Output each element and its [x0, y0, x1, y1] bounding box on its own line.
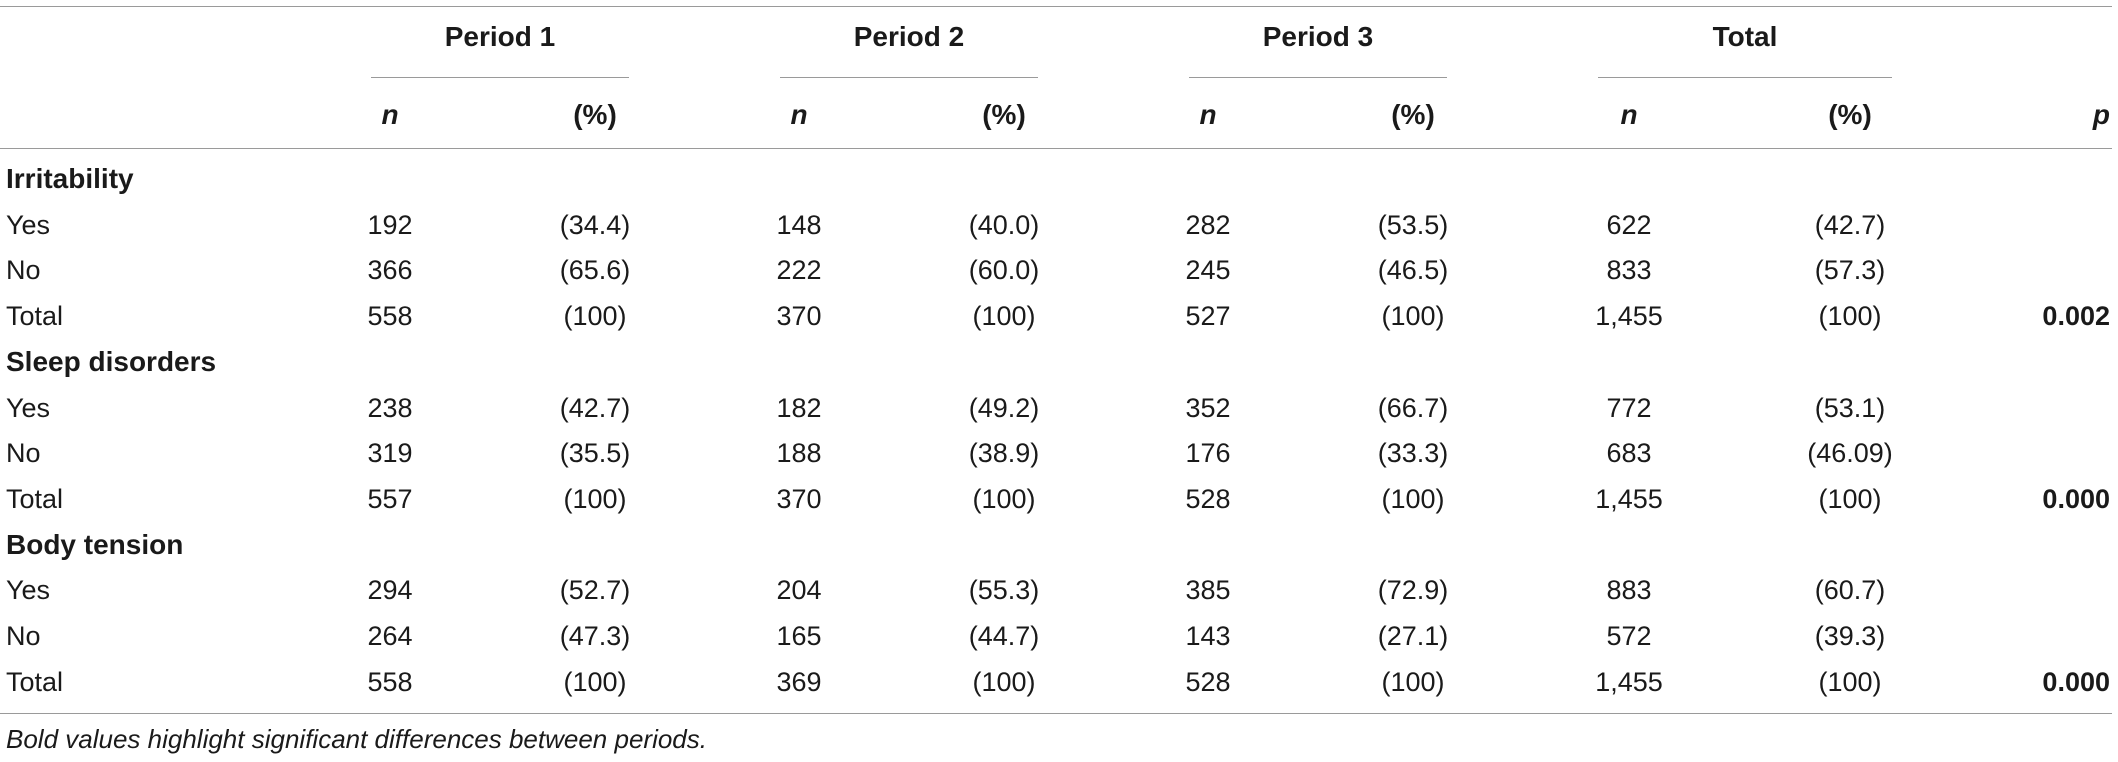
cell-pct: (100) — [972, 301, 1036, 332]
header-rule — [0, 148, 2112, 149]
cell-n: 883 — [1606, 575, 1652, 606]
row-label: Total — [6, 666, 64, 697]
cell-pct: (38.9) — [968, 438, 1040, 469]
row-label: Total — [6, 301, 64, 332]
cell-n: 833 — [1606, 255, 1652, 286]
cell-pct: (60.7) — [1814, 575, 1886, 606]
cell-pct: (100) — [1818, 666, 1882, 697]
cell-pct: (40.0) — [968, 209, 1040, 240]
cell-n: 572 — [1606, 621, 1652, 651]
cell-pct: (100) — [972, 483, 1036, 514]
cell-pct: (49.2) — [968, 392, 1040, 423]
cell-pct: (72.9) — [1377, 575, 1449, 606]
header-p: p — [2092, 99, 2110, 130]
bottom-rule — [0, 713, 2112, 714]
cell-n: 557 — [367, 483, 413, 514]
cell-pct: (52.7) — [559, 575, 631, 606]
cell-n: 264 — [367, 621, 413, 651]
header-n-2: n — [790, 99, 808, 130]
p-value: 0.000 — [2042, 666, 2110, 697]
cell-pct: (47.3) — [559, 621, 631, 651]
cell-pct: (42.7) — [559, 392, 631, 423]
cell-n: 282 — [1185, 209, 1231, 240]
header-period-1: Period 1 — [444, 21, 556, 52]
header-period-3: Period 3 — [1262, 21, 1374, 52]
cell-n: 683 — [1606, 438, 1652, 469]
cell-n: 370 — [776, 483, 822, 514]
table-footnote: Bold values highlight significant differences between periods. — [6, 724, 707, 754]
cell-n: 192 — [367, 209, 413, 240]
cell-n: 366 — [367, 255, 413, 286]
cell-pct: (42.7) — [1814, 209, 1886, 240]
header-period-2: Period 2 — [853, 21, 965, 52]
cell-n: 148 — [776, 209, 822, 240]
header-pct-3: (%) — [1391, 99, 1435, 130]
cell-pct: (34.4) — [559, 209, 631, 240]
cell-pct: (100) — [1381, 666, 1445, 697]
cell-pct: (53.5) — [1377, 209, 1449, 240]
period-1-underline — [371, 77, 629, 78]
cell-n: 143 — [1185, 621, 1231, 651]
cell-pct: (55.3) — [968, 575, 1040, 606]
header-pct-1: (%) — [573, 99, 617, 130]
total-underline — [1598, 77, 1892, 78]
cell-pct: (33.3) — [1377, 438, 1449, 469]
cell-n: 294 — [367, 575, 413, 606]
cell-n: 558 — [367, 666, 413, 697]
row-label: Total — [6, 483, 64, 514]
row-label: No — [6, 621, 41, 651]
cell-pct: (60.0) — [968, 255, 1040, 286]
cell-n: 528 — [1185, 666, 1231, 697]
cell-pct: (57.3) — [1814, 255, 1886, 286]
cell-n: 385 — [1185, 575, 1231, 606]
cell-pct: (100) — [1381, 301, 1445, 332]
cell-pct: (46.09) — [1807, 438, 1893, 469]
cell-n: 204 — [776, 575, 822, 606]
cell-n: 188 — [776, 438, 822, 469]
cell-pct: (100) — [563, 483, 627, 514]
cell-n: 370 — [776, 301, 822, 332]
cell-pct: (35.5) — [559, 438, 631, 469]
row-label: Yes — [6, 392, 51, 423]
p-value: 0.002 — [2042, 301, 2110, 332]
cell-pct: (100) — [1381, 483, 1445, 514]
cell-n: 622 — [1606, 209, 1652, 240]
cell-n: 528 — [1185, 483, 1231, 514]
cell-n: 772 — [1606, 392, 1652, 423]
cell-n: 319 — [367, 438, 413, 469]
cell-n: 245 — [1185, 255, 1231, 286]
row-label: No — [6, 255, 41, 286]
cell-n: 1,455 — [1595, 666, 1663, 697]
cell-n: 352 — [1185, 392, 1231, 423]
cell-pct: (46.5) — [1377, 255, 1449, 286]
section-title: Irritability — [6, 163, 134, 194]
cell-n: 369 — [776, 666, 822, 697]
cell-n: 558 — [367, 301, 413, 332]
cell-n: 182 — [776, 392, 822, 423]
header-pct-2: (%) — [982, 99, 1026, 130]
cell-n: 1,455 — [1595, 301, 1663, 332]
cell-n: 165 — [776, 621, 822, 651]
cell-n: 527 — [1185, 301, 1231, 332]
header-pct-total: (%) — [1828, 99, 1872, 130]
header-n-1: n — [381, 99, 399, 130]
header-n-total: n — [1620, 99, 1638, 130]
cell-pct: (66.7) — [1377, 392, 1449, 423]
cell-pct: (100) — [1818, 301, 1882, 332]
period-2-underline — [780, 77, 1038, 78]
cell-pct: (65.6) — [559, 255, 631, 286]
row-label: No — [6, 438, 41, 469]
cell-n: 238 — [367, 392, 413, 423]
period-3-underline — [1189, 77, 1447, 78]
section-title: Body tension — [6, 528, 184, 560]
cell-pct: (44.7) — [968, 621, 1040, 651]
cell-n: 176 — [1185, 438, 1231, 469]
top-rule — [0, 6, 2112, 7]
cell-pct: (27.1) — [1377, 621, 1449, 651]
cell-pct: (100) — [563, 666, 627, 697]
cell-n: 1,455 — [1595, 483, 1663, 514]
section-title: Sleep disorders — [6, 345, 217, 377]
row-label: Yes — [6, 575, 51, 606]
cell-pct: (100) — [563, 301, 627, 332]
header-n-3: n — [1199, 99, 1217, 130]
cell-n: 222 — [776, 255, 822, 286]
p-value: 0.000 — [2042, 483, 2110, 514]
cell-pct: (39.3) — [1814, 621, 1886, 651]
cell-pct: (100) — [972, 666, 1036, 697]
cell-pct: (100) — [1818, 483, 1882, 514]
header-total: Total — [1712, 21, 1778, 52]
cell-pct: (53.1) — [1814, 392, 1886, 423]
row-label: Yes — [6, 209, 51, 240]
